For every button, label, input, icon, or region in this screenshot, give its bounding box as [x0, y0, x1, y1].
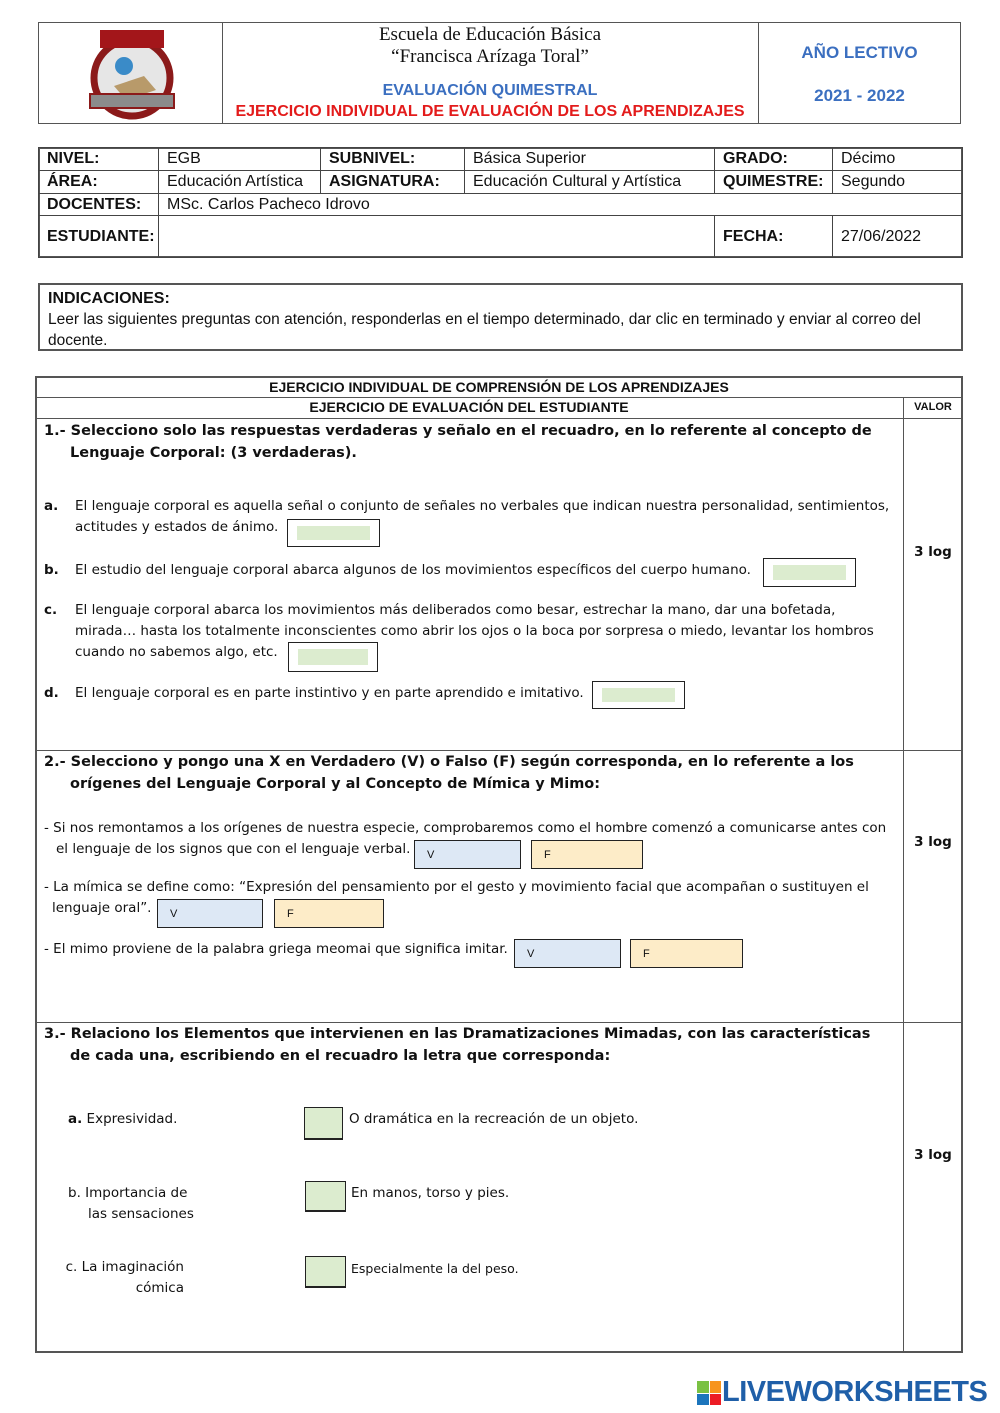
- nivel-value: EGB: [158, 147, 321, 171]
- q3-title: 3.- Relaciono los Elementos que intervienen en las Dramatizaciones Mimadas, con las características de cada una, escribiendo en el recuadro la letra que corresponda:: [44, 1026, 871, 1064]
- q3-answer-b[interactable]: [305, 1181, 346, 1212]
- area-value: Educación Artística: [158, 170, 321, 194]
- q2-title: 2.- Selecciono y pongo una X en Verdadero (V) o Falso (F) según corresponda, en lo referente a los orígenes del Lenguaje Corporal y al Concepto de Mímica y Mimo:: [44, 754, 854, 792]
- area-label: ÁREA:: [38, 170, 159, 194]
- school-name: Escuela de Educación Básica “Francisca Arízaga Toral”: [378, 24, 602, 67]
- year-value: 2021 - 2022: [814, 86, 905, 105]
- indicaciones-box: [38, 283, 963, 351]
- q1-answer-b[interactable]: [763, 558, 856, 587]
- indicaciones-title: INDICACIONES:: [48, 290, 170, 307]
- quimestre-label: QUIMESTRE:: [714, 170, 833, 194]
- docentes-label: DOCENTES:: [38, 193, 159, 216]
- nivel-label: NIVEL:: [38, 147, 159, 171]
- q3-valor: 3 log: [914, 1147, 952, 1163]
- q1-valor: 3 log: [914, 544, 952, 560]
- fecha-value: 27/06/2022: [832, 215, 963, 258]
- q3-term-c: c. La imaginación cómica: [65, 1259, 184, 1296]
- indicaciones-text: Leer las siguientes preguntas con atención, responderlas en el tiempo determinado, dar clic en terminado y enviar al correo del docente.: [48, 311, 921, 349]
- year-label: AÑO LECTIVO: [801, 43, 918, 62]
- q3-term-a: a. Expresividad.: [68, 1111, 178, 1127]
- q2-1-f-box[interactable]: F: [531, 840, 643, 869]
- quimestre-value: Segundo: [832, 170, 963, 194]
- grado-value: Décimo: [832, 147, 963, 171]
- q2-3-f-box[interactable]: F: [630, 939, 743, 968]
- q1-answer-c[interactable]: [288, 642, 378, 672]
- subnivel-value: Básica Superior: [464, 147, 715, 171]
- grado-label: GRADO:: [714, 147, 833, 171]
- q3-def-c: Especialmente la del peso.: [351, 1261, 519, 1276]
- q1-item-c: c. El lenguaje corporal abarca los movimientos más deliberados como besar, estrechar la mano, dar una bofetada, mirada… hasta los totalmente inconscientes como abrir los ojos o la boca por sorpresa o miedo, levantar los hombros cuando no sabemos algo, etc.: [44, 602, 874, 660]
- asignatura-label: ASIGNATURA:: [320, 170, 465, 194]
- fecha-label: FECHA:: [714, 215, 833, 258]
- exercise-subtitle: EJERCICIO DE EVALUACIÓN DEL ESTUDIANTE: [309, 399, 629, 415]
- q2-statement-1: - Si nos remontamos a los orígenes de nuestra especie, comprobaremos como el hombre comenzó a comunicarse antes con el lenguaje de los signos que con el lenguaje verbal.: [44, 820, 887, 857]
- q3-def-a: O dramática en la recreación de un objeto.: [349, 1111, 639, 1127]
- eval-title: EVALUACIÓN QUIMESTRAL: [382, 82, 598, 99]
- q2-valor: 3 log: [914, 834, 952, 850]
- q2-3-v-box[interactable]: V: [514, 939, 621, 968]
- q3-answer-a[interactable]: [304, 1107, 343, 1140]
- q2-2-f-box[interactable]: F: [274, 899, 384, 928]
- q1-item-b: b. El estudio del lenguaje corporal abarca algunos de los movimientos específicos del cuerpo humano.: [44, 562, 751, 578]
- q2-statement-3: - El mimo proviene de la palabra griega meomai que significa imitar.: [44, 941, 508, 957]
- q3-term-b: b. Importancia de las sensaciones: [68, 1185, 194, 1222]
- q1-title: 1.- Selecciono solo las respuestas verdaderas y señalo en el recuadro, en lo referente al concepto de Lenguaje Corporal: (3 verdaderas).: [44, 423, 872, 461]
- q3-answer-c[interactable]: [305, 1256, 346, 1288]
- exercise-title: EJERCICIO INDIVIDUAL DE COMPRENSIÓN DE LOS APRENDIZAJES: [269, 379, 729, 395]
- liveworksheets-brand: LIVEWORKSHEETS: [722, 1376, 988, 1408]
- q3-def-b: En manos, torso y pies.: [351, 1185, 510, 1201]
- eval-subtitle: EJERCICIO INDIVIDUAL DE EVALUACIÓN DE LOS APRENDIZAJES: [235, 103, 745, 120]
- q2-statement-2: - La mímica se define como: “Expresión del pensamiento por el gesto y movimiento facial que acompañan o sustituyen el lenguaje oral”.: [44, 879, 869, 916]
- valor-header: VALOR: [914, 401, 952, 413]
- subnivel-label: SUBNIVEL:: [320, 147, 465, 171]
- docentes-value: MSc. Carlos Pacheco Idrovo: [158, 193, 963, 216]
- estudiante-label: ESTUDIANTE:: [38, 215, 159, 258]
- estudiante-input[interactable]: [158, 215, 715, 258]
- liveworksheets-logo-icon: [697, 1381, 721, 1405]
- q1-item-a: a. El lenguaje corporal es aquella señal o conjunto de señales no verbales que indican nuestra personalidad, sentimientos, actitudes y estados de ánimo.: [44, 498, 890, 535]
- asignatura-value: Educación Cultural y Artística: [464, 170, 715, 194]
- q2-1-v-box[interactable]: V: [414, 840, 521, 869]
- school-logo: [84, 28, 180, 120]
- q2-2-v-box[interactable]: V: [157, 899, 263, 928]
- q1-item-d: d. El lenguaje corporal es en parte instintivo y en parte aprendido e imitativo.: [44, 685, 584, 701]
- q1-answer-a[interactable]: [287, 519, 380, 547]
- q1-answer-d[interactable]: [592, 681, 685, 709]
